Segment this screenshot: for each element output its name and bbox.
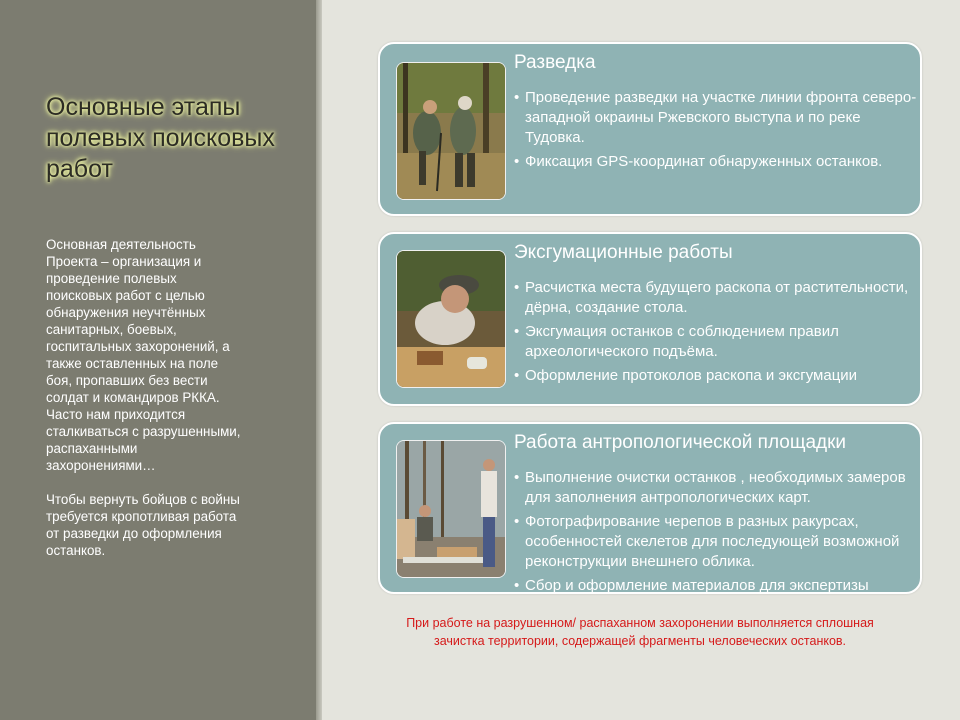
bullet-item: • Расчистка места будущего раскопа от растительности, дёрна, создание стола. bbox=[514, 278, 918, 318]
bullet-item: • Фотографирование черепов в разных ракурсах, особенностей скелетов для последующей возможной реконструкции внешнего облика. bbox=[514, 512, 918, 572]
intro-paragraph-2: Чтобы вернуть бойцов с войны требуется кропотливая работа от разведки до оформления останков. bbox=[46, 492, 240, 558]
anthropology-photo bbox=[396, 440, 506, 578]
page-title: Основные этапы полевых поисковых работ bbox=[46, 93, 275, 183]
stage-card-reconnaissance bbox=[378, 42, 922, 216]
intro-paragraph-1: Основная деятельность Проекта – организация и проведение полевых поисковых работ с целью обнаружения неучтённых санитарных, боевых, госпитальных захоронений, а также оставленных на поле боя, пропавших без вести солдат и командиров РККА. Часто нам приходится сталкиваться с разрушенными, распаханными захоронениями… bbox=[46, 237, 241, 473]
bullet-item: • Оформление протоколов раскопа и эксгумации bbox=[514, 366, 918, 386]
stage-card-exhumation bbox=[378, 232, 922, 406]
reconnaissance-photo bbox=[396, 62, 506, 200]
bullet-item: • Сбор и оформление материалов для экспертизы bbox=[514, 576, 918, 596]
card-title: Разведка bbox=[514, 52, 596, 73]
card-bullets bbox=[514, 278, 918, 390]
intro-text bbox=[46, 236, 296, 576]
bullet-item: • Эксгумация останков с соблюдением правил археологического подъёма. bbox=[514, 322, 918, 362]
bullet-item: • Проведение разведки на участке линии фронта северо-западной окраины Ржевского выступа и по реке Тудовка. bbox=[514, 88, 918, 148]
bullet-item: • Выполнение очистки останков , необходимых замеров для заполнения антропологических карт. bbox=[514, 468, 918, 508]
card-title: Работа антропологической площадки bbox=[514, 432, 847, 453]
card-bullets bbox=[514, 468, 918, 600]
footnote: При работе на разрушенном/ распаханном захоронении выполняется сплошная зачистка территории, содержащей фрагменты человеческих останков. bbox=[406, 616, 874, 648]
card-title: Эксгумационные работы bbox=[514, 242, 733, 263]
bullet-item: • Фиксация GPS-координат обнаруженных останков. bbox=[514, 152, 918, 172]
stage-card-anthropology bbox=[378, 422, 922, 594]
card-bullets bbox=[514, 88, 918, 176]
exhumation-photo bbox=[396, 250, 506, 388]
panel-divider bbox=[316, 0, 322, 720]
